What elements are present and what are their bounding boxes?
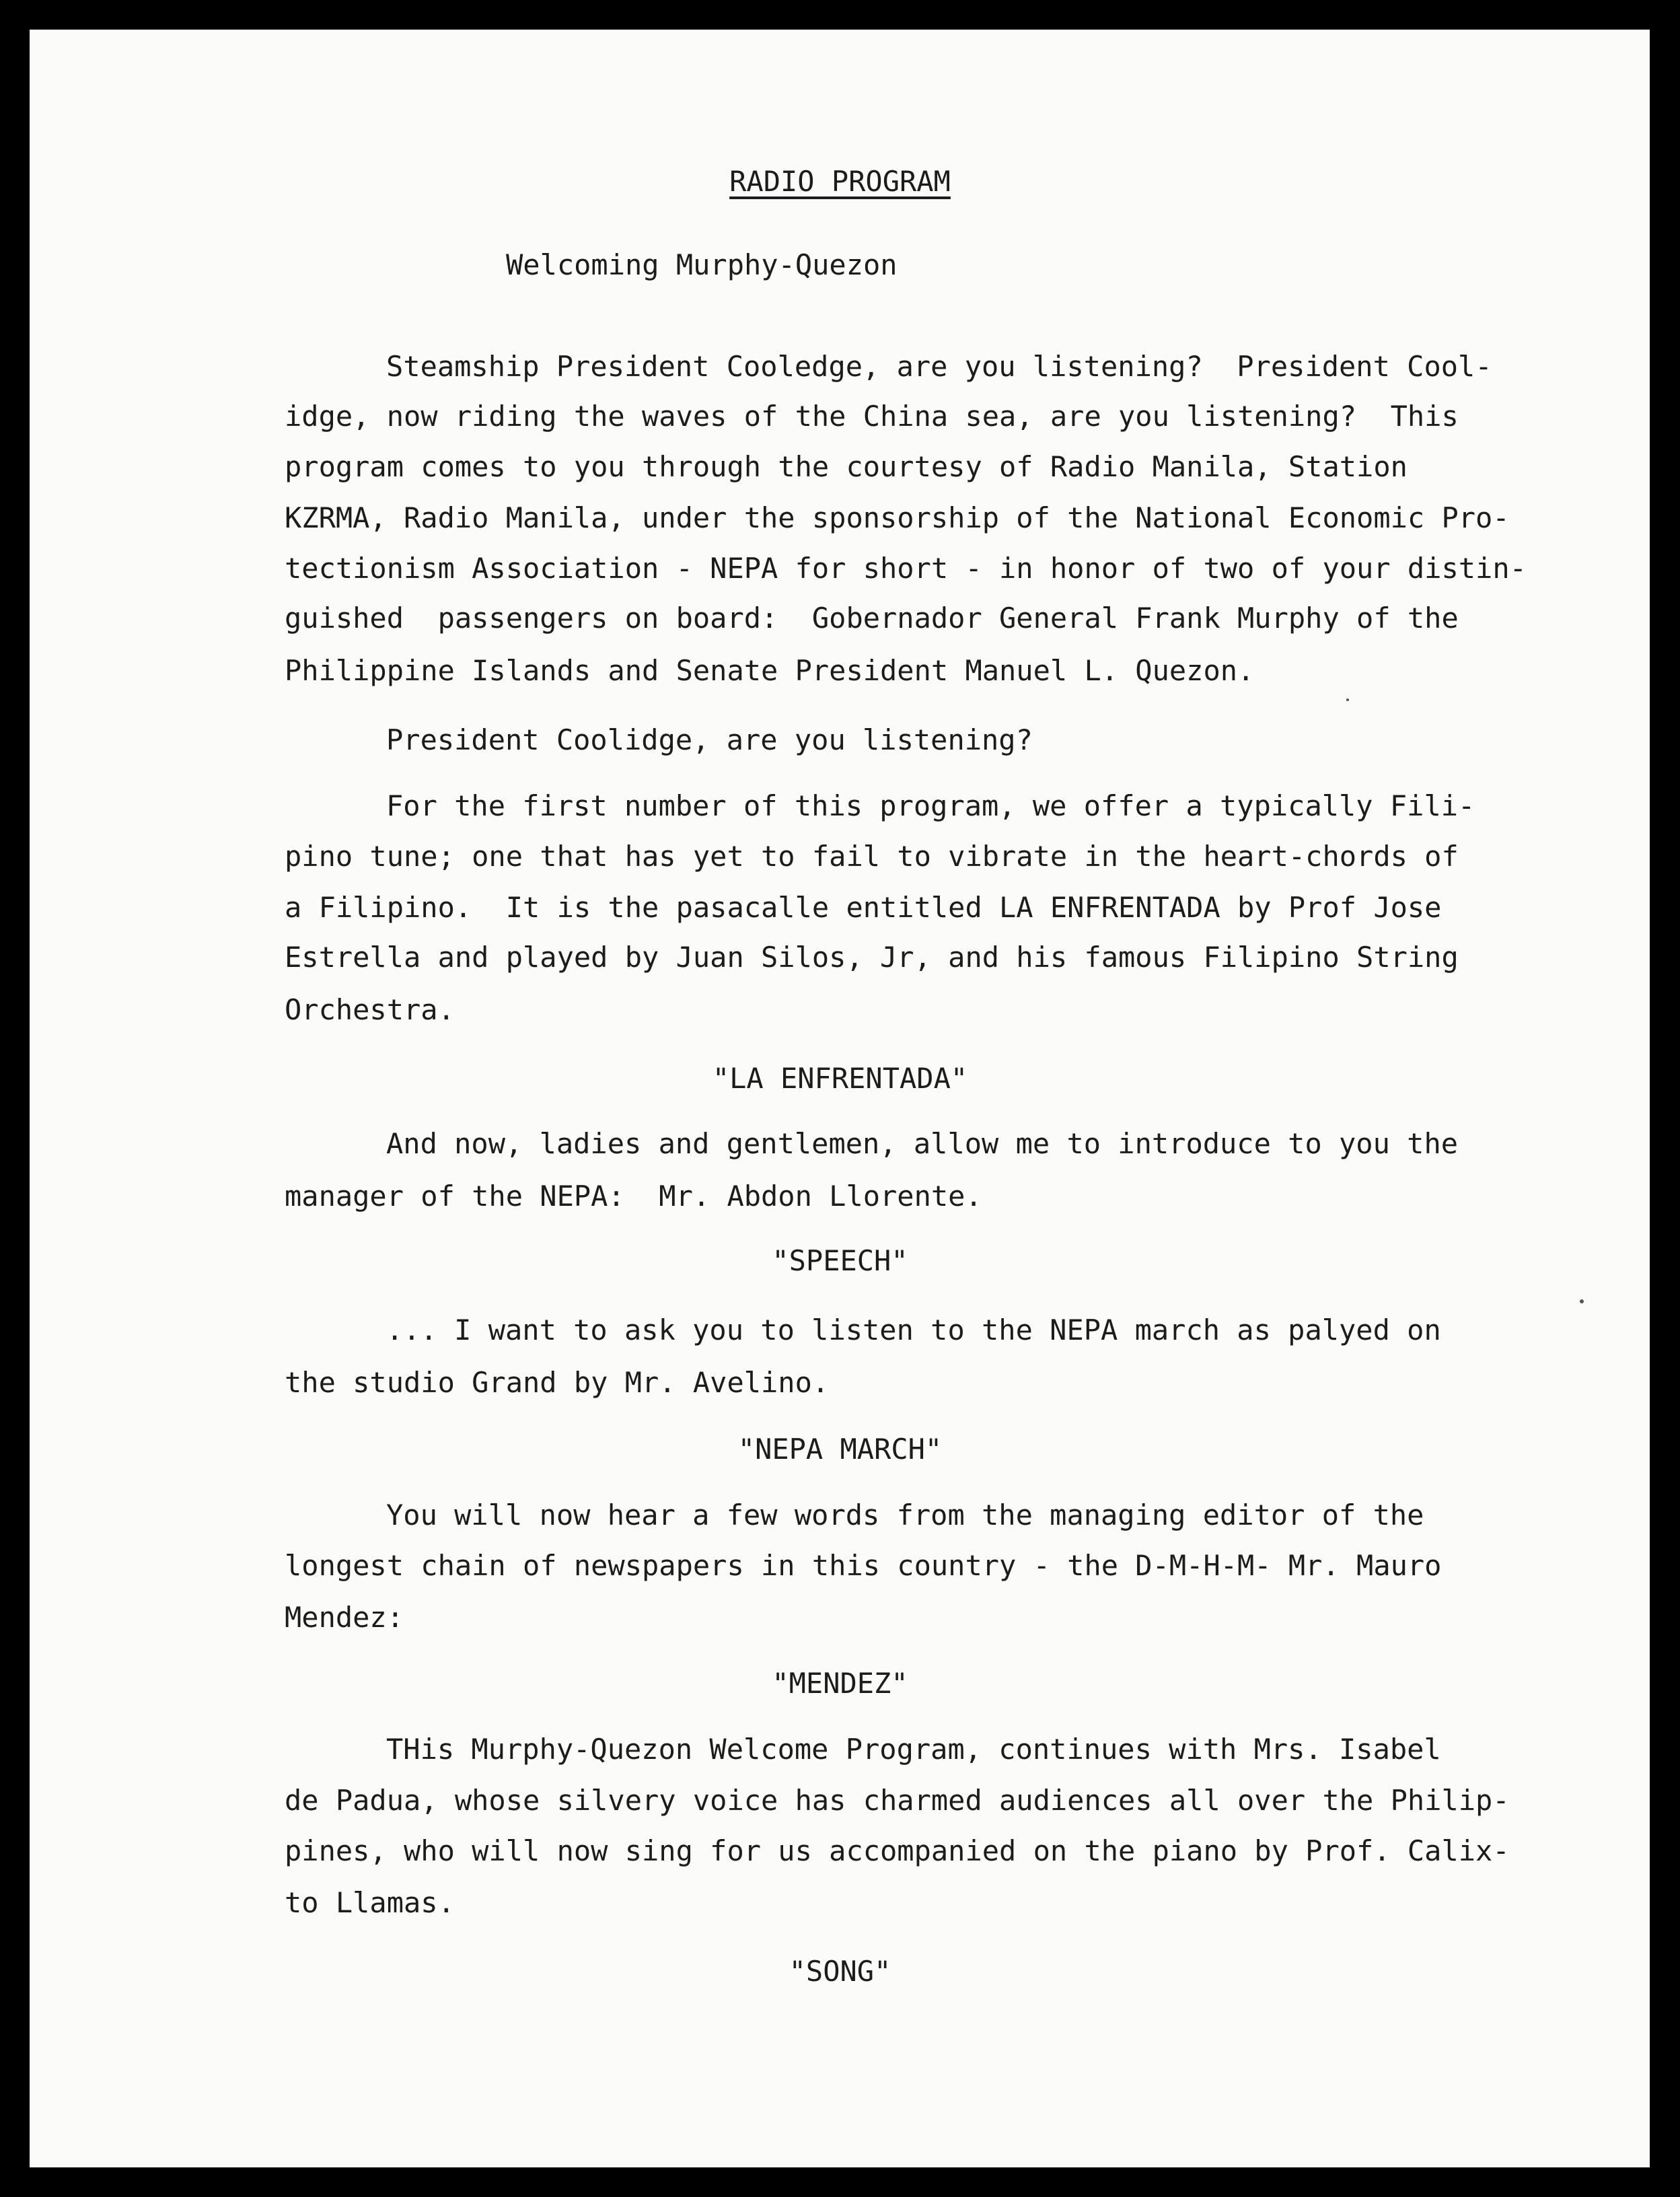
scan-speck xyxy=(1580,1299,1584,1303)
document-subtitle: Welcoming Murphy-Quezon xyxy=(506,248,898,281)
text-line: program comes to you through the courtesy of Radio Manila, Station xyxy=(285,450,1408,483)
text-line: Mendez: xyxy=(285,1601,404,1634)
text-line: You will now hear a few words from the managing editor of the xyxy=(386,1499,1424,1532)
text-line: Orchestra. xyxy=(285,993,455,1026)
text-line: guished passengers on board: Gobernador General Frank Murphy of the xyxy=(285,602,1459,635)
text-line: pines, who will now sing for us accompanied on the piano by Prof. Calix- xyxy=(285,1834,1510,1867)
cue-nepa-march: "NEPA MARCH" xyxy=(737,1433,943,1466)
text-line: tectionism Association - NEPA for short - in honor of two of your distin- xyxy=(285,552,1527,585)
text-line: de Padua, whose silvery voice has charmed audiences all over the Philip- xyxy=(285,1784,1510,1817)
text-line: Steamship President Cooledge, are you listening? President Cool- xyxy=(386,350,1492,383)
text-line: manager of the NEPA: Mr. Abdon Llorente. xyxy=(285,1180,982,1213)
text-line: ... I want to ask you to listen to the NEPA march as palyed on xyxy=(386,1313,1441,1346)
text-line: And now, ladies and gentlemen, allow me to introduce to you the xyxy=(386,1127,1459,1160)
text-line: Estrella and played by Juan Silos, Jr, and his famous Filipino String xyxy=(285,941,1459,974)
text-line: President Coolidge, are you listening? xyxy=(386,723,1033,756)
text-line: the studio Grand by Mr. Avelino. xyxy=(285,1366,830,1399)
text-line: idge, now riding the waves of the China sea, are you listening? This xyxy=(285,400,1459,433)
text-line: For the first number of this program, we offer a typically Fili- xyxy=(386,789,1475,822)
text-line: pino tune; one that has yet to fail to vibrate in the heart-chords of xyxy=(285,840,1459,873)
document-title: RADIO PROGRAM xyxy=(729,165,951,198)
text-line: THis Murphy-Quezon Welcome Program, continues with Mrs. Isabel xyxy=(386,1733,1441,1766)
cue-mendez: "MENDEZ" xyxy=(772,1667,908,1700)
cue-la-enfrentada: "LA ENFRENTADA" xyxy=(712,1062,968,1095)
text-line: to Llamas. xyxy=(285,1886,455,1919)
text-line: Philippine Islands and Senate President Manuel L. Quezon. xyxy=(285,654,1255,687)
cue-song: "SONG" xyxy=(789,1955,891,1988)
text-line: KZRMA, Radio Manila, under the sponsorship of the National Economic Pro- xyxy=(285,501,1510,534)
text-line: a Filipino. It is the pasacalle entitled LA ENFRENTADA by Prof Jose xyxy=(285,891,1442,924)
cue-speech: "SPEECH" xyxy=(772,1244,908,1277)
text-line: longest chain of newspapers in this country - the D-M-H-M- Mr. Mauro xyxy=(285,1549,1442,1582)
scan-speck xyxy=(1346,698,1349,701)
